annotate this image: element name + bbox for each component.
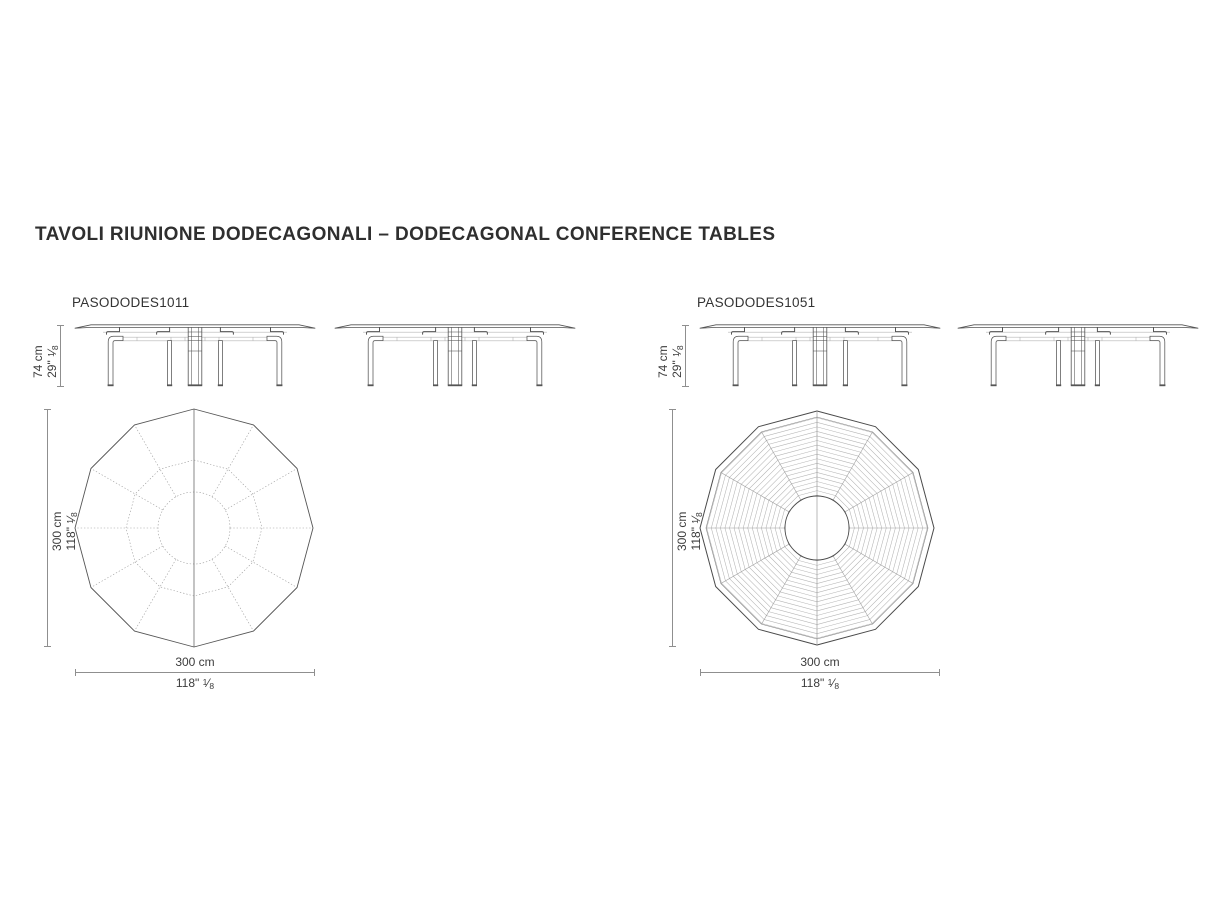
height-inches: 29" $^1⁄_8$ [45,345,60,378]
height-cm: 74 cm [656,345,670,378]
dim-tick [669,646,676,647]
height-dimension-label [657,345,687,378]
diameter-vertical-dim-label [676,512,706,551]
dim-tick [314,669,315,676]
height-inches: 29" $^1⁄_8$ [670,345,685,378]
elevation-view-b [958,323,1198,389]
dim-tick [57,325,64,326]
dim-tick [669,409,676,410]
height-cm: 74 cm [31,345,45,378]
diameter-inches: 118" $^1⁄_8$ [689,512,704,551]
dim-tick [939,669,940,676]
product-code-pasododes1051: PASODODES1051 [697,295,816,310]
diameter-vertical-dim-label [51,512,81,551]
diameter-inches: 118" $^1⁄_8$ [64,512,79,551]
plan-view-dashed [74,408,314,648]
diameter-horizontal-dim-cm: 300 cm [800,655,840,669]
elevation-view-a [75,323,315,389]
height-dimension-line [685,325,686,387]
dim-tick [700,669,701,676]
elevation-view-a [700,323,940,389]
product-code-pasododes1011: PASODODES1011 [72,295,190,310]
dim-tick [57,386,64,387]
diameter-vertical-dim-line [47,409,48,647]
diameter-horizontal-dim-inches: 118" $^1⁄_8$ [800,676,840,691]
diameter-cm: 300 cm [50,511,64,551]
page-title: TAVOLI RIUNIONE DODECAGONALI – DODECAGONAL CONFERENCE TABLES [35,224,776,245]
dim-tick [682,386,689,387]
plan-view-veneer [697,408,937,648]
height-dimension-line [60,325,61,387]
diameter-horizontal-dim-inches: 118" $^1⁄_8$ [175,676,215,691]
height-dimension-label [32,345,62,378]
diameter-horizontal-dim-line [75,672,315,673]
diameter-vertical-dim-line [672,409,673,647]
diameter-horizontal-dim-cm: 300 cm [175,655,215,669]
diameter-cm: 300 cm [675,511,689,551]
elevation-view-b [335,323,575,389]
dim-tick [44,409,51,410]
diameter-horizontal-dim-line [700,672,940,673]
dim-tick [44,646,51,647]
dim-tick [75,669,76,676]
dim-tick [682,325,689,326]
